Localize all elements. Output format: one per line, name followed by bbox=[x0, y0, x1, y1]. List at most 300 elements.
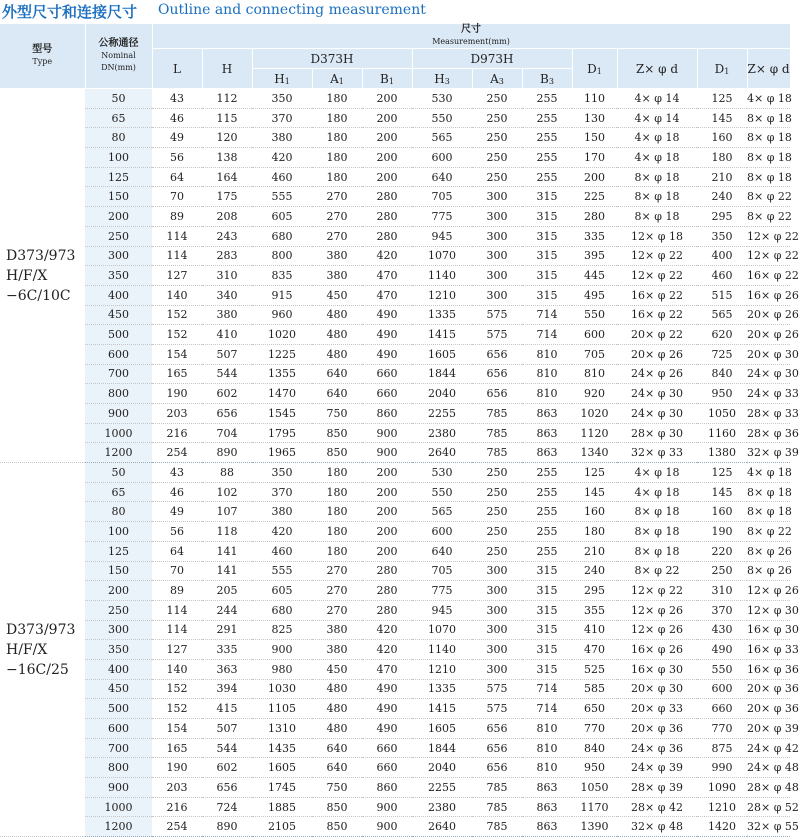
header-L: L bbox=[152, 49, 202, 89]
table-cell: 450 bbox=[312, 285, 362, 305]
table-cell: 12× φ 30 bbox=[747, 600, 790, 620]
table-row bbox=[0, 620, 790, 640]
table-body bbox=[0, 89, 799, 837]
table-cell: 24× φ 42 bbox=[747, 738, 790, 758]
table-cell: 660 bbox=[697, 699, 747, 719]
table-cell: 1170 bbox=[572, 797, 617, 817]
table-cell: 152 bbox=[152, 679, 202, 699]
table-cell: 107 bbox=[202, 502, 252, 522]
table-row bbox=[0, 443, 790, 463]
dn-cell: 100 bbox=[85, 522, 152, 542]
table-cell: 190 bbox=[152, 384, 202, 404]
table-cell: 56 bbox=[152, 148, 202, 168]
table-cell: 88 bbox=[202, 463, 252, 483]
table-cell: 575 bbox=[472, 699, 522, 719]
table-cell: 335 bbox=[202, 640, 252, 660]
table-cell: 16× φ 33 bbox=[747, 640, 790, 660]
table-cell: 660 bbox=[362, 758, 412, 778]
table-cell: 28× φ 30 bbox=[617, 423, 697, 443]
table-cell: 1050 bbox=[697, 404, 747, 424]
header-H3 bbox=[412, 69, 472, 89]
table-cell: 89 bbox=[152, 207, 202, 227]
table-row bbox=[0, 659, 790, 679]
table-cell: 160 bbox=[697, 502, 747, 522]
table-cell: 295 bbox=[572, 581, 617, 601]
table-cell: 315 bbox=[522, 600, 572, 620]
dn-cell: 65 bbox=[85, 482, 152, 502]
table-cell: 656 bbox=[472, 719, 522, 739]
table-cell: 890 bbox=[202, 817, 252, 837]
table-cell: 515 bbox=[697, 285, 747, 305]
table-cell: 102 bbox=[202, 482, 252, 502]
dn-cell: 450 bbox=[85, 679, 152, 699]
table-cell: 152 bbox=[152, 325, 202, 345]
table-cell: 283 bbox=[202, 246, 252, 266]
table-row bbox=[0, 148, 790, 168]
header-meas-cn: 尺寸 bbox=[461, 24, 482, 35]
table-cell: 280 bbox=[362, 561, 412, 581]
table-cell: 20× φ 30 bbox=[747, 344, 790, 364]
table-cell: 164 bbox=[202, 167, 252, 187]
table-cell: 280 bbox=[362, 226, 412, 246]
table-cell: 810 bbox=[522, 364, 572, 384]
table-cell: 380 bbox=[312, 246, 362, 266]
table-cell: 210 bbox=[572, 541, 617, 561]
header-d973h: D973H bbox=[412, 49, 572, 69]
table-cell: 470 bbox=[362, 659, 412, 679]
table-cell: 394 bbox=[202, 679, 252, 699]
table-cell: 165 bbox=[152, 364, 202, 384]
table-cell: 1335 bbox=[412, 679, 472, 699]
table-cell: 125 bbox=[697, 463, 747, 483]
header-dn-cn: 公称通径 bbox=[98, 38, 139, 49]
table-cell: 154 bbox=[152, 719, 202, 739]
table-row bbox=[0, 344, 790, 364]
table-cell: 410 bbox=[202, 325, 252, 345]
table-cell: 250 bbox=[472, 482, 522, 502]
table-cell: 945 bbox=[412, 226, 472, 246]
table-cell: 8× φ 22 bbox=[617, 561, 697, 581]
dn-cell: 1000 bbox=[85, 797, 152, 817]
table-cell: 12× φ 22 bbox=[747, 246, 790, 266]
table-cell: 650 bbox=[572, 699, 617, 719]
table-cell: 20× φ 39 bbox=[747, 719, 790, 739]
table-cell: 310 bbox=[202, 266, 252, 286]
table-cell: 24× φ 26 bbox=[617, 364, 697, 384]
table-cell: 575 bbox=[472, 679, 522, 699]
header-d373h: D373H bbox=[252, 49, 412, 69]
header-A3-letter: A bbox=[490, 71, 499, 86]
table-cell: 863 bbox=[522, 404, 572, 424]
table-cell: 770 bbox=[572, 719, 617, 739]
table-cell: 250 bbox=[472, 108, 522, 128]
table-cell: 16× φ 26 bbox=[747, 285, 790, 305]
table-cell: 565 bbox=[697, 305, 747, 325]
table-cell: 410 bbox=[572, 620, 617, 640]
table-cell: 1030 bbox=[252, 679, 312, 699]
table-cell: 785 bbox=[472, 443, 522, 463]
table-cell: 180 bbox=[312, 108, 362, 128]
header-D1-a bbox=[572, 49, 617, 89]
table-cell: 863 bbox=[522, 797, 572, 817]
table-cell: 480 bbox=[312, 325, 362, 345]
header-B3-sub: 3 bbox=[548, 76, 554, 86]
dn-cell: 1000 bbox=[85, 423, 152, 443]
table-cell: 20× φ 30 bbox=[617, 679, 697, 699]
table-cell: 714 bbox=[522, 699, 572, 719]
table-cell: 4× φ 18 bbox=[617, 463, 697, 483]
table-cell: 420 bbox=[362, 620, 412, 640]
header-B3-letter: B bbox=[540, 71, 549, 86]
header-A1-sub: 1 bbox=[338, 76, 344, 86]
table-cell: 825 bbox=[252, 620, 312, 640]
table-cell: 310 bbox=[697, 581, 747, 601]
table-cell: 370 bbox=[252, 482, 312, 502]
table-cell: 656 bbox=[472, 344, 522, 364]
table-cell: 200 bbox=[362, 541, 412, 561]
table-cell: 315 bbox=[522, 207, 572, 227]
table-row bbox=[0, 581, 790, 601]
table-cell: 140 bbox=[152, 659, 202, 679]
table-cell: 255 bbox=[522, 541, 572, 561]
table-cell: 2640 bbox=[412, 443, 472, 463]
table-cell: 315 bbox=[522, 285, 572, 305]
table-cell: 480 bbox=[312, 719, 362, 739]
table-cell: 12× φ 22 bbox=[617, 246, 697, 266]
table-row bbox=[0, 679, 790, 699]
table-cell: 255 bbox=[522, 128, 572, 148]
table-cell: 145 bbox=[697, 482, 747, 502]
table-cell: 291 bbox=[202, 620, 252, 640]
table-cell: 1105 bbox=[252, 699, 312, 719]
table-cell: 8× φ 18 bbox=[747, 148, 790, 168]
table-row bbox=[0, 797, 790, 817]
table-row bbox=[0, 226, 790, 246]
table-row bbox=[0, 719, 790, 739]
table-cell: 32× φ 33 bbox=[617, 443, 697, 463]
table-cell: 480 bbox=[312, 699, 362, 719]
table-cell: 1844 bbox=[412, 738, 472, 758]
table-cell: 300 bbox=[472, 285, 522, 305]
table-cell: 640 bbox=[312, 384, 362, 404]
table-cell: 255 bbox=[522, 522, 572, 542]
table-cell: 600 bbox=[412, 148, 472, 168]
table-cell: 490 bbox=[362, 344, 412, 364]
table-cell: 544 bbox=[202, 364, 252, 384]
table-cell: 315 bbox=[522, 620, 572, 640]
header-H: H bbox=[202, 49, 252, 89]
table-cell: 550 bbox=[412, 108, 472, 128]
table-cell: 555 bbox=[252, 187, 312, 207]
table-row bbox=[0, 266, 790, 286]
dn-cell: 150 bbox=[85, 187, 152, 207]
table-cell: 1795 bbox=[252, 423, 312, 443]
table-cell: 480 bbox=[312, 679, 362, 699]
table-cell: 1605 bbox=[412, 719, 472, 739]
table-cell: 16× φ 26 bbox=[617, 640, 697, 660]
header-D1-a-letter: D bbox=[587, 61, 597, 76]
table-cell: 460 bbox=[252, 167, 312, 187]
dn-cell: 700 bbox=[85, 738, 152, 758]
table-cell: 160 bbox=[697, 128, 747, 148]
table-cell: 620 bbox=[697, 325, 747, 345]
table-row bbox=[0, 817, 790, 837]
table-cell: 1335 bbox=[412, 305, 472, 325]
table-cell: 270 bbox=[312, 561, 362, 581]
table-cell: 785 bbox=[472, 797, 522, 817]
table-cell: 1435 bbox=[252, 738, 312, 758]
table-row bbox=[0, 285, 790, 305]
table-cell: 150 bbox=[572, 128, 617, 148]
header-dn bbox=[85, 24, 152, 89]
table-cell: 2380 bbox=[412, 423, 472, 443]
dn-cell: 200 bbox=[85, 207, 152, 227]
table-cell: 64 bbox=[152, 167, 202, 187]
dn-cell: 900 bbox=[85, 404, 152, 424]
table-cell: 225 bbox=[572, 187, 617, 207]
table-cell: 2105 bbox=[252, 817, 312, 837]
table-cell: 16× φ 22 bbox=[747, 266, 790, 286]
table-cell: 20× φ 22 bbox=[617, 325, 697, 345]
table-cell: 656 bbox=[202, 778, 252, 798]
dn-cell: 250 bbox=[85, 600, 152, 620]
table-cell: 1070 bbox=[412, 620, 472, 640]
table-cell: 180 bbox=[697, 148, 747, 168]
table-cell: 43 bbox=[152, 89, 202, 109]
table-cell: 255 bbox=[522, 89, 572, 109]
dn-cell: 50 bbox=[85, 89, 152, 109]
table-cell: 810 bbox=[522, 384, 572, 404]
table-cell: 1355 bbox=[252, 364, 312, 384]
table-cell: 180 bbox=[312, 482, 362, 502]
table-cell: 16× φ 22 bbox=[617, 285, 697, 305]
table-cell: 850 bbox=[312, 423, 362, 443]
table-cell: 4× φ 18 bbox=[747, 463, 790, 483]
table-row bbox=[0, 108, 790, 128]
table-cell: 420 bbox=[362, 246, 412, 266]
dn-cell: 400 bbox=[85, 659, 152, 679]
table-cell: 255 bbox=[522, 502, 572, 522]
table-cell: 2040 bbox=[412, 384, 472, 404]
table-cell: 24× φ 33 bbox=[747, 384, 790, 404]
table-cell: 810 bbox=[522, 738, 572, 758]
table-cell: 315 bbox=[522, 640, 572, 660]
table-cell: 8× φ 18 bbox=[747, 502, 790, 522]
title-bar bbox=[0, 0, 790, 22]
table-cell: 203 bbox=[152, 778, 202, 798]
table-cell: 180 bbox=[312, 128, 362, 148]
header-zd-1: Z× φ d bbox=[617, 49, 697, 89]
table-cell: 145 bbox=[572, 482, 617, 502]
table-cell: 255 bbox=[522, 463, 572, 483]
dn-cell: 125 bbox=[85, 167, 152, 187]
table-cell: 20× φ 36 bbox=[617, 719, 697, 739]
table-cell: 216 bbox=[152, 797, 202, 817]
table-cell: 400 bbox=[697, 246, 747, 266]
table-cell: 920 bbox=[572, 384, 617, 404]
table-cell: 240 bbox=[697, 187, 747, 207]
table-cell: 180 bbox=[312, 148, 362, 168]
header-D1-a-sub: 1 bbox=[596, 66, 602, 76]
table-cell: 28× φ 42 bbox=[617, 797, 697, 817]
table-cell: 380 bbox=[312, 640, 362, 660]
table-row bbox=[0, 89, 790, 109]
header-H3-letter: H bbox=[434, 71, 445, 86]
table-row bbox=[0, 482, 790, 502]
table-cell: 850 bbox=[312, 797, 362, 817]
table-row bbox=[0, 404, 790, 424]
table-cell: 1844 bbox=[412, 364, 472, 384]
table-cell: 656 bbox=[472, 738, 522, 758]
table-cell: 750 bbox=[312, 404, 362, 424]
table-cell: 12× φ 26 bbox=[617, 620, 697, 640]
table-cell: 445 bbox=[572, 266, 617, 286]
table-cell: 860 bbox=[362, 404, 412, 424]
table-cell: 490 bbox=[362, 699, 412, 719]
table-cell: 363 bbox=[202, 659, 252, 679]
table-cell: 180 bbox=[312, 167, 362, 187]
table-cell: 8× φ 18 bbox=[617, 502, 697, 522]
header-type bbox=[0, 24, 85, 89]
table-cell: 250 bbox=[472, 148, 522, 168]
dn-cell: 1200 bbox=[85, 817, 152, 837]
table-cell: 1020 bbox=[572, 404, 617, 424]
dn-cell: 600 bbox=[85, 344, 152, 364]
table-cell: 660 bbox=[362, 364, 412, 384]
table-cell: 1885 bbox=[252, 797, 312, 817]
table-cell: 20× φ 36 bbox=[747, 679, 790, 699]
header-B1-letter: B bbox=[380, 71, 389, 86]
table-cell: 575 bbox=[472, 325, 522, 345]
table-cell: 770 bbox=[697, 719, 747, 739]
table-cell: 550 bbox=[697, 659, 747, 679]
table-cell: 1310 bbox=[252, 719, 312, 739]
table-cell: 810 bbox=[522, 344, 572, 364]
header-A3-sub: 3 bbox=[498, 76, 504, 86]
table-cell: 180 bbox=[572, 522, 617, 542]
table-cell: 900 bbox=[362, 797, 412, 817]
table-cell: 141 bbox=[202, 561, 252, 581]
table-cell: 24× φ 30 bbox=[617, 404, 697, 424]
table-row bbox=[0, 128, 790, 148]
table-cell: 1415 bbox=[412, 325, 472, 345]
table-cell: 350 bbox=[252, 463, 312, 483]
table-cell: 46 bbox=[152, 108, 202, 128]
table-cell: 490 bbox=[697, 640, 747, 660]
header-A1 bbox=[312, 69, 362, 89]
table-cell: 835 bbox=[252, 266, 312, 286]
table-cell: 240 bbox=[572, 561, 617, 581]
table-cell: 280 bbox=[362, 581, 412, 601]
table-cell: 775 bbox=[412, 207, 472, 227]
table-cell: 350 bbox=[252, 89, 312, 109]
header-meas-en: Measurement(mm) bbox=[432, 37, 510, 46]
table-cell: 470 bbox=[362, 266, 412, 286]
table-row bbox=[0, 640, 790, 660]
table-cell: 16× φ 36 bbox=[747, 659, 790, 679]
table-cell: 300 bbox=[472, 640, 522, 660]
table-cell: 8× φ 18 bbox=[747, 128, 790, 148]
table-cell: 350 bbox=[697, 226, 747, 246]
table-cell: 270 bbox=[312, 226, 362, 246]
table-cell: 380 bbox=[202, 305, 252, 325]
table-cell: 127 bbox=[152, 640, 202, 660]
table-cell: 250 bbox=[472, 89, 522, 109]
table-cell: 200 bbox=[362, 502, 412, 522]
table-cell: 900 bbox=[362, 817, 412, 837]
table-cell: 32× φ 48 bbox=[617, 817, 697, 837]
dn-cell: 50 bbox=[85, 463, 152, 483]
table-cell: 470 bbox=[362, 285, 412, 305]
table-cell: 785 bbox=[472, 778, 522, 798]
table-cell: 656 bbox=[472, 364, 522, 384]
table-cell: 56 bbox=[152, 522, 202, 542]
table-cell: 840 bbox=[572, 738, 617, 758]
table-cell: 8× φ 18 bbox=[617, 187, 697, 207]
table-cell: 112 bbox=[202, 89, 252, 109]
table-cell: 254 bbox=[152, 443, 202, 463]
table-cell: 8× φ 18 bbox=[617, 541, 697, 561]
table-cell: 602 bbox=[202, 758, 252, 778]
type-label: D373/973 H/F/X −6C/10C bbox=[0, 89, 85, 463]
table-cell: 200 bbox=[362, 108, 412, 128]
table-cell: 656 bbox=[472, 384, 522, 404]
table-cell: 16× φ 22 bbox=[617, 305, 697, 325]
table-cell: 32× φ 39 bbox=[747, 443, 790, 463]
table-cell: 1140 bbox=[412, 640, 472, 660]
table-cell: 480 bbox=[312, 344, 362, 364]
header-measurement bbox=[152, 24, 790, 49]
table-cell: 8× φ 26 bbox=[747, 541, 790, 561]
table-cell: 530 bbox=[412, 89, 472, 109]
table-cell: 250 bbox=[472, 541, 522, 561]
table-cell: 725 bbox=[697, 344, 747, 364]
table-cell: 1140 bbox=[412, 266, 472, 286]
table-cell: 4× φ 18 bbox=[747, 89, 790, 109]
table-cell: 250 bbox=[472, 502, 522, 522]
table-cell: 250 bbox=[697, 561, 747, 581]
table-cell: 640 bbox=[412, 541, 472, 561]
table-cell: 114 bbox=[152, 246, 202, 266]
table-cell: 1745 bbox=[252, 778, 312, 798]
table-cell: 12× φ 18 bbox=[617, 226, 697, 246]
table-cell: 714 bbox=[522, 325, 572, 345]
table-cell: 255 bbox=[522, 148, 572, 168]
table-cell: 20× φ 26 bbox=[747, 305, 790, 325]
table-cell: 8× φ 18 bbox=[747, 482, 790, 502]
table-cell: 295 bbox=[697, 207, 747, 227]
table-cell: 216 bbox=[152, 423, 202, 443]
table-cell: 49 bbox=[152, 128, 202, 148]
table-cell: 1090 bbox=[697, 778, 747, 798]
table-cell: 1545 bbox=[252, 404, 312, 424]
table-cell: 280 bbox=[572, 207, 617, 227]
table-cell: 114 bbox=[152, 600, 202, 620]
header-B1-sub: 1 bbox=[388, 76, 394, 86]
table-row bbox=[0, 167, 790, 187]
table-cell: 180 bbox=[312, 463, 362, 483]
table-cell: 255 bbox=[522, 482, 572, 502]
table-cell: 705 bbox=[412, 187, 472, 207]
table-cell: 315 bbox=[522, 266, 572, 286]
table-cell: 1160 bbox=[697, 423, 747, 443]
table-cell: 863 bbox=[522, 443, 572, 463]
table-cell: 120 bbox=[202, 128, 252, 148]
table-cell: 243 bbox=[202, 226, 252, 246]
table-cell: 250 bbox=[472, 167, 522, 187]
table-cell: 602 bbox=[202, 384, 252, 404]
title-english: Outline and connecting measurement bbox=[158, 2, 426, 18]
